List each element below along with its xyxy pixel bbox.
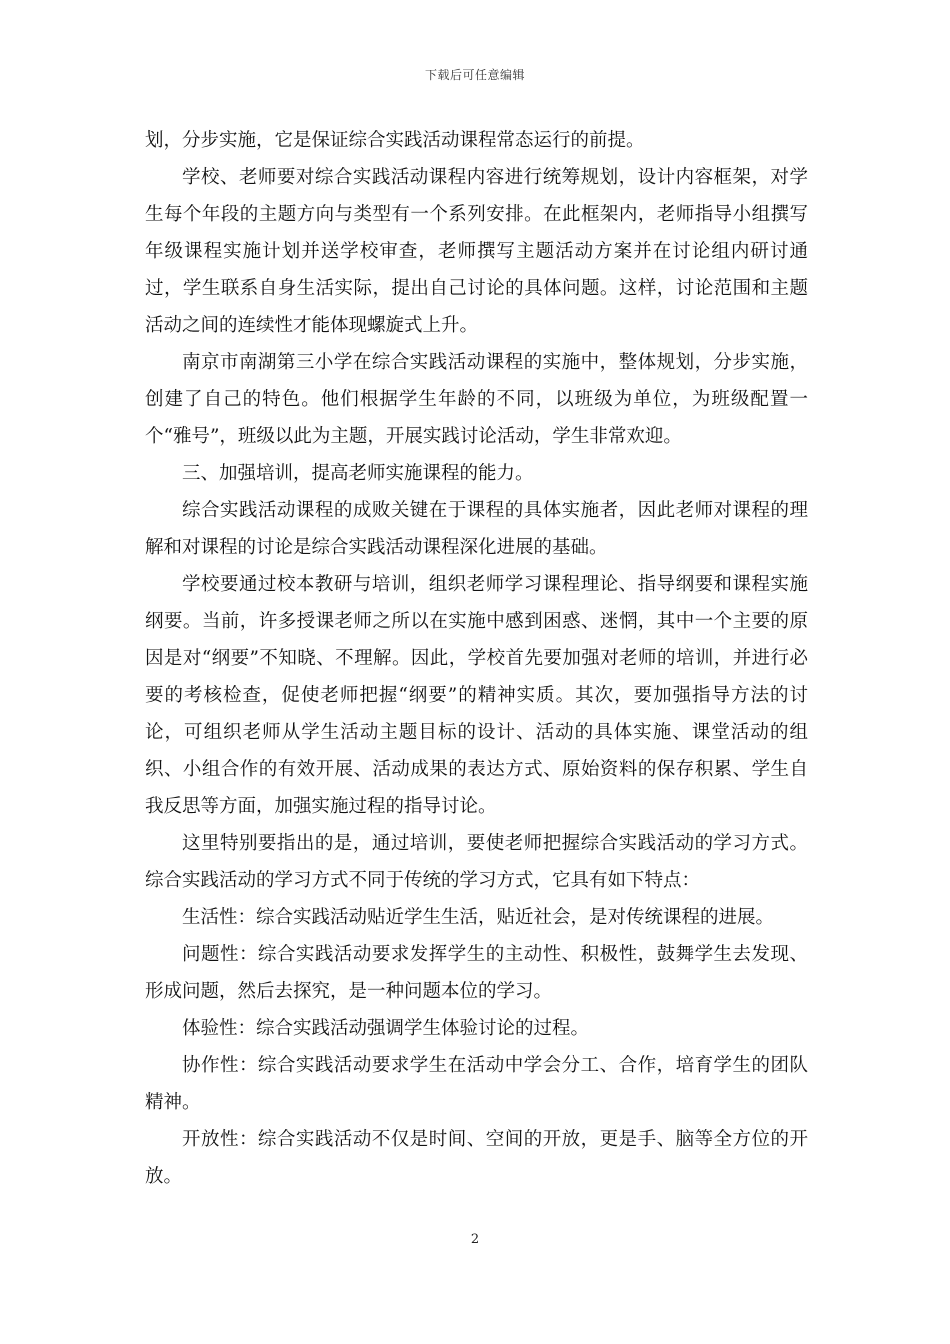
- page-header-note: 下载后可任意编辑: [424, 68, 525, 82]
- paragraph: 综合实践活动课程的成败关键在于课程的具体实施者，因此老师对课程的理解和对课程的讨论是综合实践活动课程深化进展的基础。: [145, 500, 808, 558]
- document-body: [145, 122, 808, 1195]
- feature-item-life: 生活性：综合实践活动贴近学生生活，贴近社会，是对传统课程的进展。: [182, 907, 775, 928]
- paragraph: 划，分步实施，它是保证综合实践活动课程常态运行的前提。: [145, 130, 645, 151]
- paragraph: 这里特别要指出的是，通过培训，要使老师把握综合实践活动的学习方式。综合实践活动的学习方式不同于传统的学习方式，它具有如下特点：: [145, 833, 808, 891]
- feature-item-problem: 问题性：综合实践活动要求发挥学生的主动性、积极性，鼓舞学生去发现、形成问题，然后去探究，是一种问题本位的学习。: [145, 944, 808, 1002]
- paragraph: 南京市南湖第三小学在综合实践活动课程的实施中，整体规划，分步实施，创建了自己的特色。他们根据学生年龄的不同，以班级为单位，为班级配置一个“雅号”，班级以此为主题，开展实践讨论活动，学生非常欢迎。: [145, 352, 808, 447]
- feature-item-collaboration: 协作性：综合实践活动要求学生在活动中学会分工、合作，培育学生的团队精神。: [145, 1055, 808, 1113]
- feature-item-experience: 体验性：综合实践活动强调学生体验讨论的过程。: [182, 1018, 590, 1039]
- page-number: 2: [470, 1232, 480, 1247]
- paragraph: 学校要通过校本教研与培训，组织老师学习课程理论、指导纲要和课程实施纲要。当前，许多授课老师之所以在实施中感到困惑、迷惘，其中一个主要的原因是对“纲要”不知晓、不理解。因此，学校首先要加强对老师的培训，并进行必要的考核检查，促使老师把握“纲要”的精神实质。其次，要加强指导方法的讨论，可组织老师从学生活动主题目标的设计、活动的具体实施、课堂活动的组织、小组合作的有效开展、活动成果的表达方式、原始资料的保存积累、学生自我反思等方面，加强实施过程的指导讨论。: [145, 574, 808, 817]
- section-heading: 三、加强培训，提高老师实施课程的能力。: [182, 463, 534, 484]
- paragraph: 学校、老师要对综合实践活动课程内容进行统筹规划，设计内容框架，对学生每个年段的主题方向与类型有一个系列安排。在此框架内，老师指导小组撰写年级课程实施计划并送学校审查，老师撰写主题活动方案并在讨论组内研讨通过，学生联系自身生活实际，提出自己讨论的具体问题。这样，讨论范围和主题活动之间的连续性才能体现螺旋式上升。: [145, 167, 808, 336]
- feature-item-openness: 开放性：综合实践活动不仅是时间、空间的开放，更是手、脑等全方位的开放。: [145, 1129, 808, 1187]
